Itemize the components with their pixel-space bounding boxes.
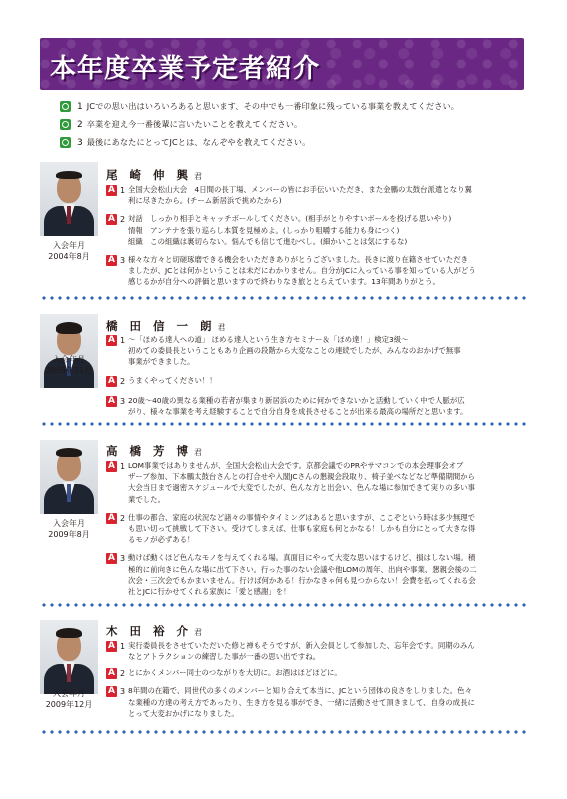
answer-list: [106, 640, 532, 719]
join-value: 2005年11月: [45, 366, 93, 375]
answer-item: [106, 375, 532, 388]
answer-list: [106, 184, 532, 288]
profile-photo: [40, 620, 98, 694]
answer-icon: A: [106, 335, 117, 346]
answer-item: [106, 512, 532, 546]
member-name: 尾 崎 伸 興: [106, 168, 193, 182]
answer-item: [106, 460, 532, 505]
question-icon: [60, 137, 71, 148]
answer-text: 8年間の在籍で、同世代の多くのメンバーと知り合えて本当に、JCという団体の良さをしりました。色々 な業種の方達の考え方であったり、生き方を見る事ができ、一緒に活動させて頂きまして、自身の成長に とって大変おかげになりました。: [128, 686, 475, 718]
dotted-divider: [40, 603, 528, 607]
question-number: 2: [77, 119, 83, 130]
join-date: [36, 688, 102, 710]
answer-number: 1: [119, 186, 126, 195]
answer-item: [106, 254, 532, 288]
join-date: [36, 240, 102, 262]
answer-text: 実行委員長をさせていただいた修と禅もそうですが、新入会員として参加した、忘年会です。同期のみん なとアトラクションの練習した事が一番の思い出ですね。: [128, 641, 475, 662]
honorific: 君: [194, 172, 203, 181]
profile-name: [106, 167, 202, 183]
answer-number: 1: [119, 642, 126, 651]
question-list: [60, 98, 520, 152]
profile-photo: [40, 440, 98, 514]
answer-number: 1: [119, 336, 126, 345]
answer-text: 20歳～40歳の異なる業種の若者が集まり新居浜のために何かできないかと活動していく中で人脈が広 がり、様々な事業を考え経験することで自分自身を成長させることが出来る最高の場所だと思います。: [128, 395, 468, 416]
profile-name: [106, 318, 226, 334]
answer-icon: A: [106, 461, 117, 472]
question-text: 最後にあなたにとってJCとは、なんぞやを教えてください。: [86, 137, 311, 147]
honorific: 君: [217, 323, 226, 332]
answer-list: [106, 334, 532, 417]
profile-name: [106, 443, 202, 459]
question-item: [60, 98, 520, 115]
dotted-divider: [40, 422, 528, 426]
profile-name: [106, 623, 202, 639]
answer-item: [106, 213, 532, 247]
join-label: 入会年月: [53, 689, 85, 698]
answer-icon: A: [106, 396, 117, 407]
answer-number: 3: [119, 396, 126, 406]
answer-text: うまくやってください！！: [128, 375, 217, 385]
answer-text: 仕事の都合、家庭の状況など諸々の事情やタイミングはあると思いますが、ここぞという時は多少無理で も思い切って挑戦して下さい。受けてしまえば、仕事も家庭も何とかなる！しかも自分にとって大きな得 るモノが必ずある！: [128, 512, 476, 545]
dotted-divider: [40, 296, 528, 300]
join-value: 2009年8月: [48, 530, 90, 539]
join-date: [36, 518, 102, 540]
answer-item: [106, 184, 532, 206]
question-number: 1: [77, 101, 83, 112]
join-date: [36, 354, 102, 376]
answer-number: 2: [119, 215, 126, 225]
join-label: 入会年月: [53, 241, 85, 250]
question-text: JCでの思い出はいろいろあると思います、その中でも一番印象に残っている事業を教えてください。: [86, 101, 460, 111]
page-title: 本年度卒業予定者紹介: [50, 54, 321, 84]
answer-text: 様々な方々と切磋琢磨できる機会をいただきありがとうございました。長きに渡り在籍させていただき ましたが、JCとは何かということは未だにわかりません。自分がJCに入っている事を知っている人がどう 感じるかが自分への評価と思いますので終わりなき旅ととらえています。13年間ありがとう。: [128, 255, 476, 287]
profile-photo: [40, 314, 98, 388]
honorific: 君: [194, 448, 203, 457]
honorific: 君: [194, 628, 203, 637]
answer-number: 3: [119, 687, 126, 697]
question-icon: [60, 119, 71, 130]
question-number: 3: [77, 137, 83, 148]
answer-item: [106, 667, 532, 680]
answer-list: [106, 460, 532, 597]
member-name: 木 田 裕 介: [106, 624, 193, 638]
join-value: 2009年12月: [45, 700, 93, 709]
join-label: 入会年月: [53, 355, 85, 364]
answer-item: [106, 552, 532, 597]
answer-item: [106, 334, 532, 368]
answer-text: 動けば動くほど色んなモノを与えてくれる場。真面目にやって大変な思いはするけど、損はしない場。積 極的に前向きに色んな場に出て下さい。行った事のない会議や他LOMの周年、出向や事業、懇親会後の二 次会・三次会でもかまいません。行けば何かある！行かなきゃ何も見つからない！会費を払ってくれる会 社とJCに行かせてくれる家族に「愛と感謝」を！: [128, 553, 477, 597]
answer-text: 対話 しっかり相手とキャッチボールしてください。(相手がとりやすいボールを投げる思いやり) 情報 アンテナを張り巡らし本質を見極めよ。(しっかり咀嚼する能力も身につく) 組織 この組織は裏切らない。悩んでも信じて進むべし。(細かいことは気にするな): [128, 214, 452, 246]
answer-number: 2: [119, 513, 126, 523]
title-banner: [40, 38, 524, 90]
answer-number: 2: [119, 669, 126, 679]
answer-text: とにかくメンバー同士のつながりを大切に。お酒はほどほどに。: [128, 668, 342, 678]
answer-number: 1: [119, 462, 126, 471]
answer-icon: A: [106, 376, 117, 387]
answer-number: 2: [119, 376, 126, 386]
question-icon: [60, 101, 71, 112]
join-label: 入会年月: [53, 519, 85, 528]
answer-text: LOM事業ではありませんが、全国大会松山大会です。京都会議でのPRやサマコンでの本会理事会オブ ザーブ参加、下本鵬太鼓台さんとの打合せや入閣JCさんの懇親会段取り、椅子並べなどなど準備期間から 大会当日まで過密スケジュールで大変でしたが、色んな方と出会い、色んな場に参加できて実りの多い事 業でした。: [128, 461, 475, 504]
profile-photo: [40, 162, 98, 236]
member-name: 高 橋 芳 博: [106, 444, 193, 458]
answer-icon: A: [106, 668, 117, 679]
dotted-divider: [40, 730, 528, 734]
question-item: [60, 116, 520, 133]
answer-icon: A: [106, 513, 117, 524]
question-text: 卒業を迎え今一番後輩に言いたいことを教えてください。: [86, 119, 303, 129]
answer-item: [106, 640, 532, 662]
member-name: 橋 田 信 一 朗: [106, 319, 216, 333]
answer-text: 全国大会松山大会 4日間の長丁場、メンバーの皆にお手伝いいただき、また金鵬の太鼓台派遣となり翼 利に尽きたから。(チーム新居浜で挑めたから): [128, 185, 472, 206]
question-item: [60, 134, 520, 151]
answer-icon: A: [106, 255, 117, 266]
answer-icon: A: [106, 214, 117, 225]
answer-icon: A: [106, 553, 117, 564]
answer-item: [106, 685, 532, 719]
answer-icon: A: [106, 185, 117, 196]
answer-icon: A: [106, 686, 117, 697]
answer-number: 3: [119, 554, 126, 564]
join-value: 2004年8月: [48, 252, 90, 261]
answer-text: ～「ほめる達人への道」 ほめる達人という生き方セミナー＆「ほめ達！」検定3級～ 初めての委員長ということもあり企画の段階から大変なことの連続でしたが、みんなのおかげで無事 事業ができました。: [128, 335, 461, 367]
answer-number: 3: [119, 256, 126, 266]
answer-icon: A: [106, 641, 117, 652]
answer-item: [106, 395, 532, 417]
